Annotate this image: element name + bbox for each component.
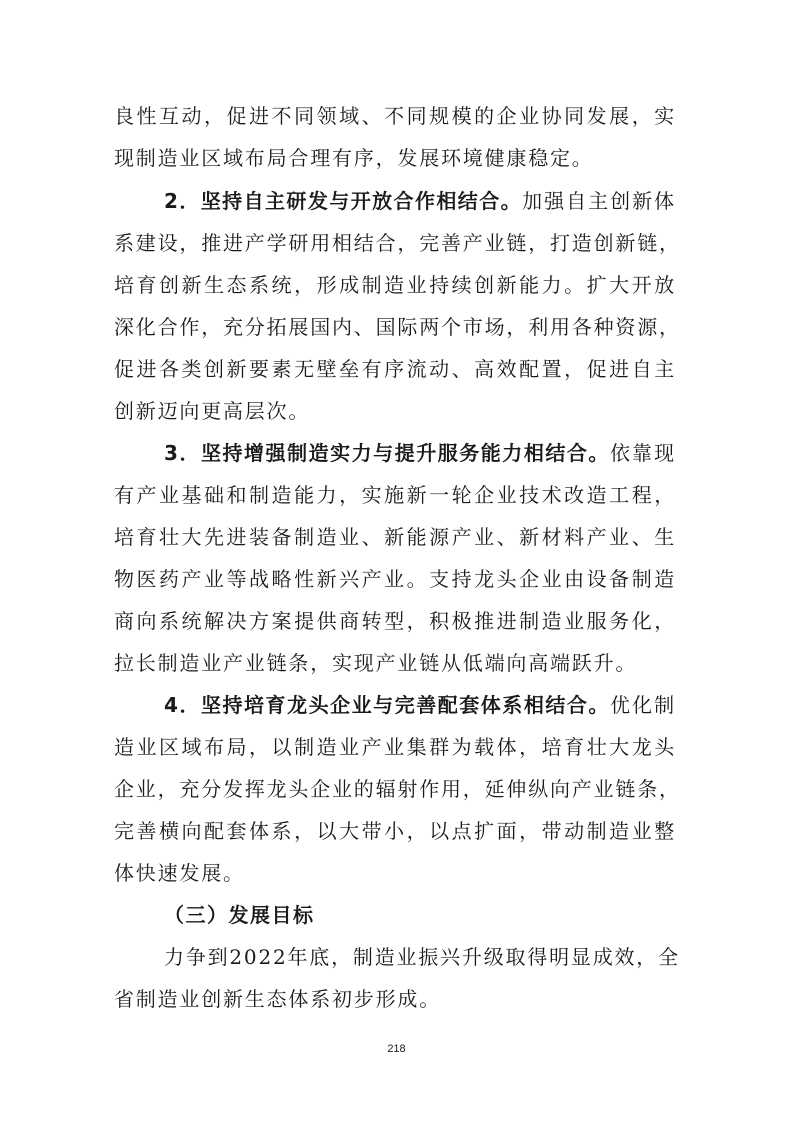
body-text-line: 造业区域布局，以制造业产业集群为载体，培育壮大龙头 <box>114 735 676 759</box>
paragraph-text: 优化制 <box>609 693 676 717</box>
body-text-line: 省制造业创新生态体系初步形成。 <box>114 987 441 1011</box>
body-text-line: 系建设，推进产学研用相结合，完善产业链，打造创新链， <box>114 231 681 255</box>
paragraph-first-line <box>164 693 676 717</box>
body-text-line: 拉长制造业产业链条，实现产业链从低端向高端跃升。 <box>114 651 638 675</box>
paragraph-text: 依靠现 <box>609 441 676 465</box>
body-text-line: 创新迈向更高层次。 <box>114 399 311 423</box>
section-heading: （三）发展目标 <box>164 903 315 927</box>
page-number: 218 <box>387 1043 406 1055</box>
body-text-line: 体快速发展。 <box>114 861 245 885</box>
body-text-line: 物医药产业等战略性新兴产业。支持龙头企业由设备制造 <box>114 567 676 591</box>
paragraph-first-line: 力争到2022年底，制造业振兴升级取得明显成效，全 <box>164 945 680 969</box>
body-text-line: 完善横向配套体系，以大带小，以点扩面，带动制造业整 <box>114 819 676 843</box>
body-text-line: 促进各类创新要素无壁垒有序流动、高效配置，促进自主 <box>114 357 676 381</box>
body-text-line: 培育壮大先进装备制造业、新能源产业、新材料产业、生 <box>114 525 676 549</box>
paragraph-first-line <box>164 189 676 213</box>
paragraph-text: 加强自主创新体 <box>522 189 676 213</box>
body-text-line: 有产业基础和制造能力，实施新一轮企业技术改造工程， <box>114 483 676 507</box>
body-text-line: 良性互动，促进不同领域、不同规模的企业协同发展，实 <box>114 104 676 128</box>
paragraph-lead-heading: 4．坚持培育龙头企业与完善配套体系相结合。 <box>164 693 610 717</box>
body-text-line: 深化合作，充分拓展国内、国际两个市场，利用各种资源， <box>114 315 681 339</box>
body-text-line: 现制造业区域布局合理有序，发展环境健康稳定。 <box>114 146 594 170</box>
paragraph-lead-heading: 3．坚持增强制造实力与提升服务能力相结合。 <box>164 441 610 465</box>
body-text-line: 培育创新生态系统，形成制造业持续创新能力。扩大开放 <box>114 273 676 297</box>
paragraph-first-line <box>164 441 676 465</box>
body-text-line: 商向系统解决方案提供商转型，积极推进制造业服务化， <box>114 609 676 633</box>
body-text-line: 企业，充分发挥龙头企业的辐射作用，延伸纵向产业链条， <box>114 777 681 801</box>
paragraph-lead-heading: 2．坚持自主研发与开放合作相结合。 <box>164 189 523 213</box>
